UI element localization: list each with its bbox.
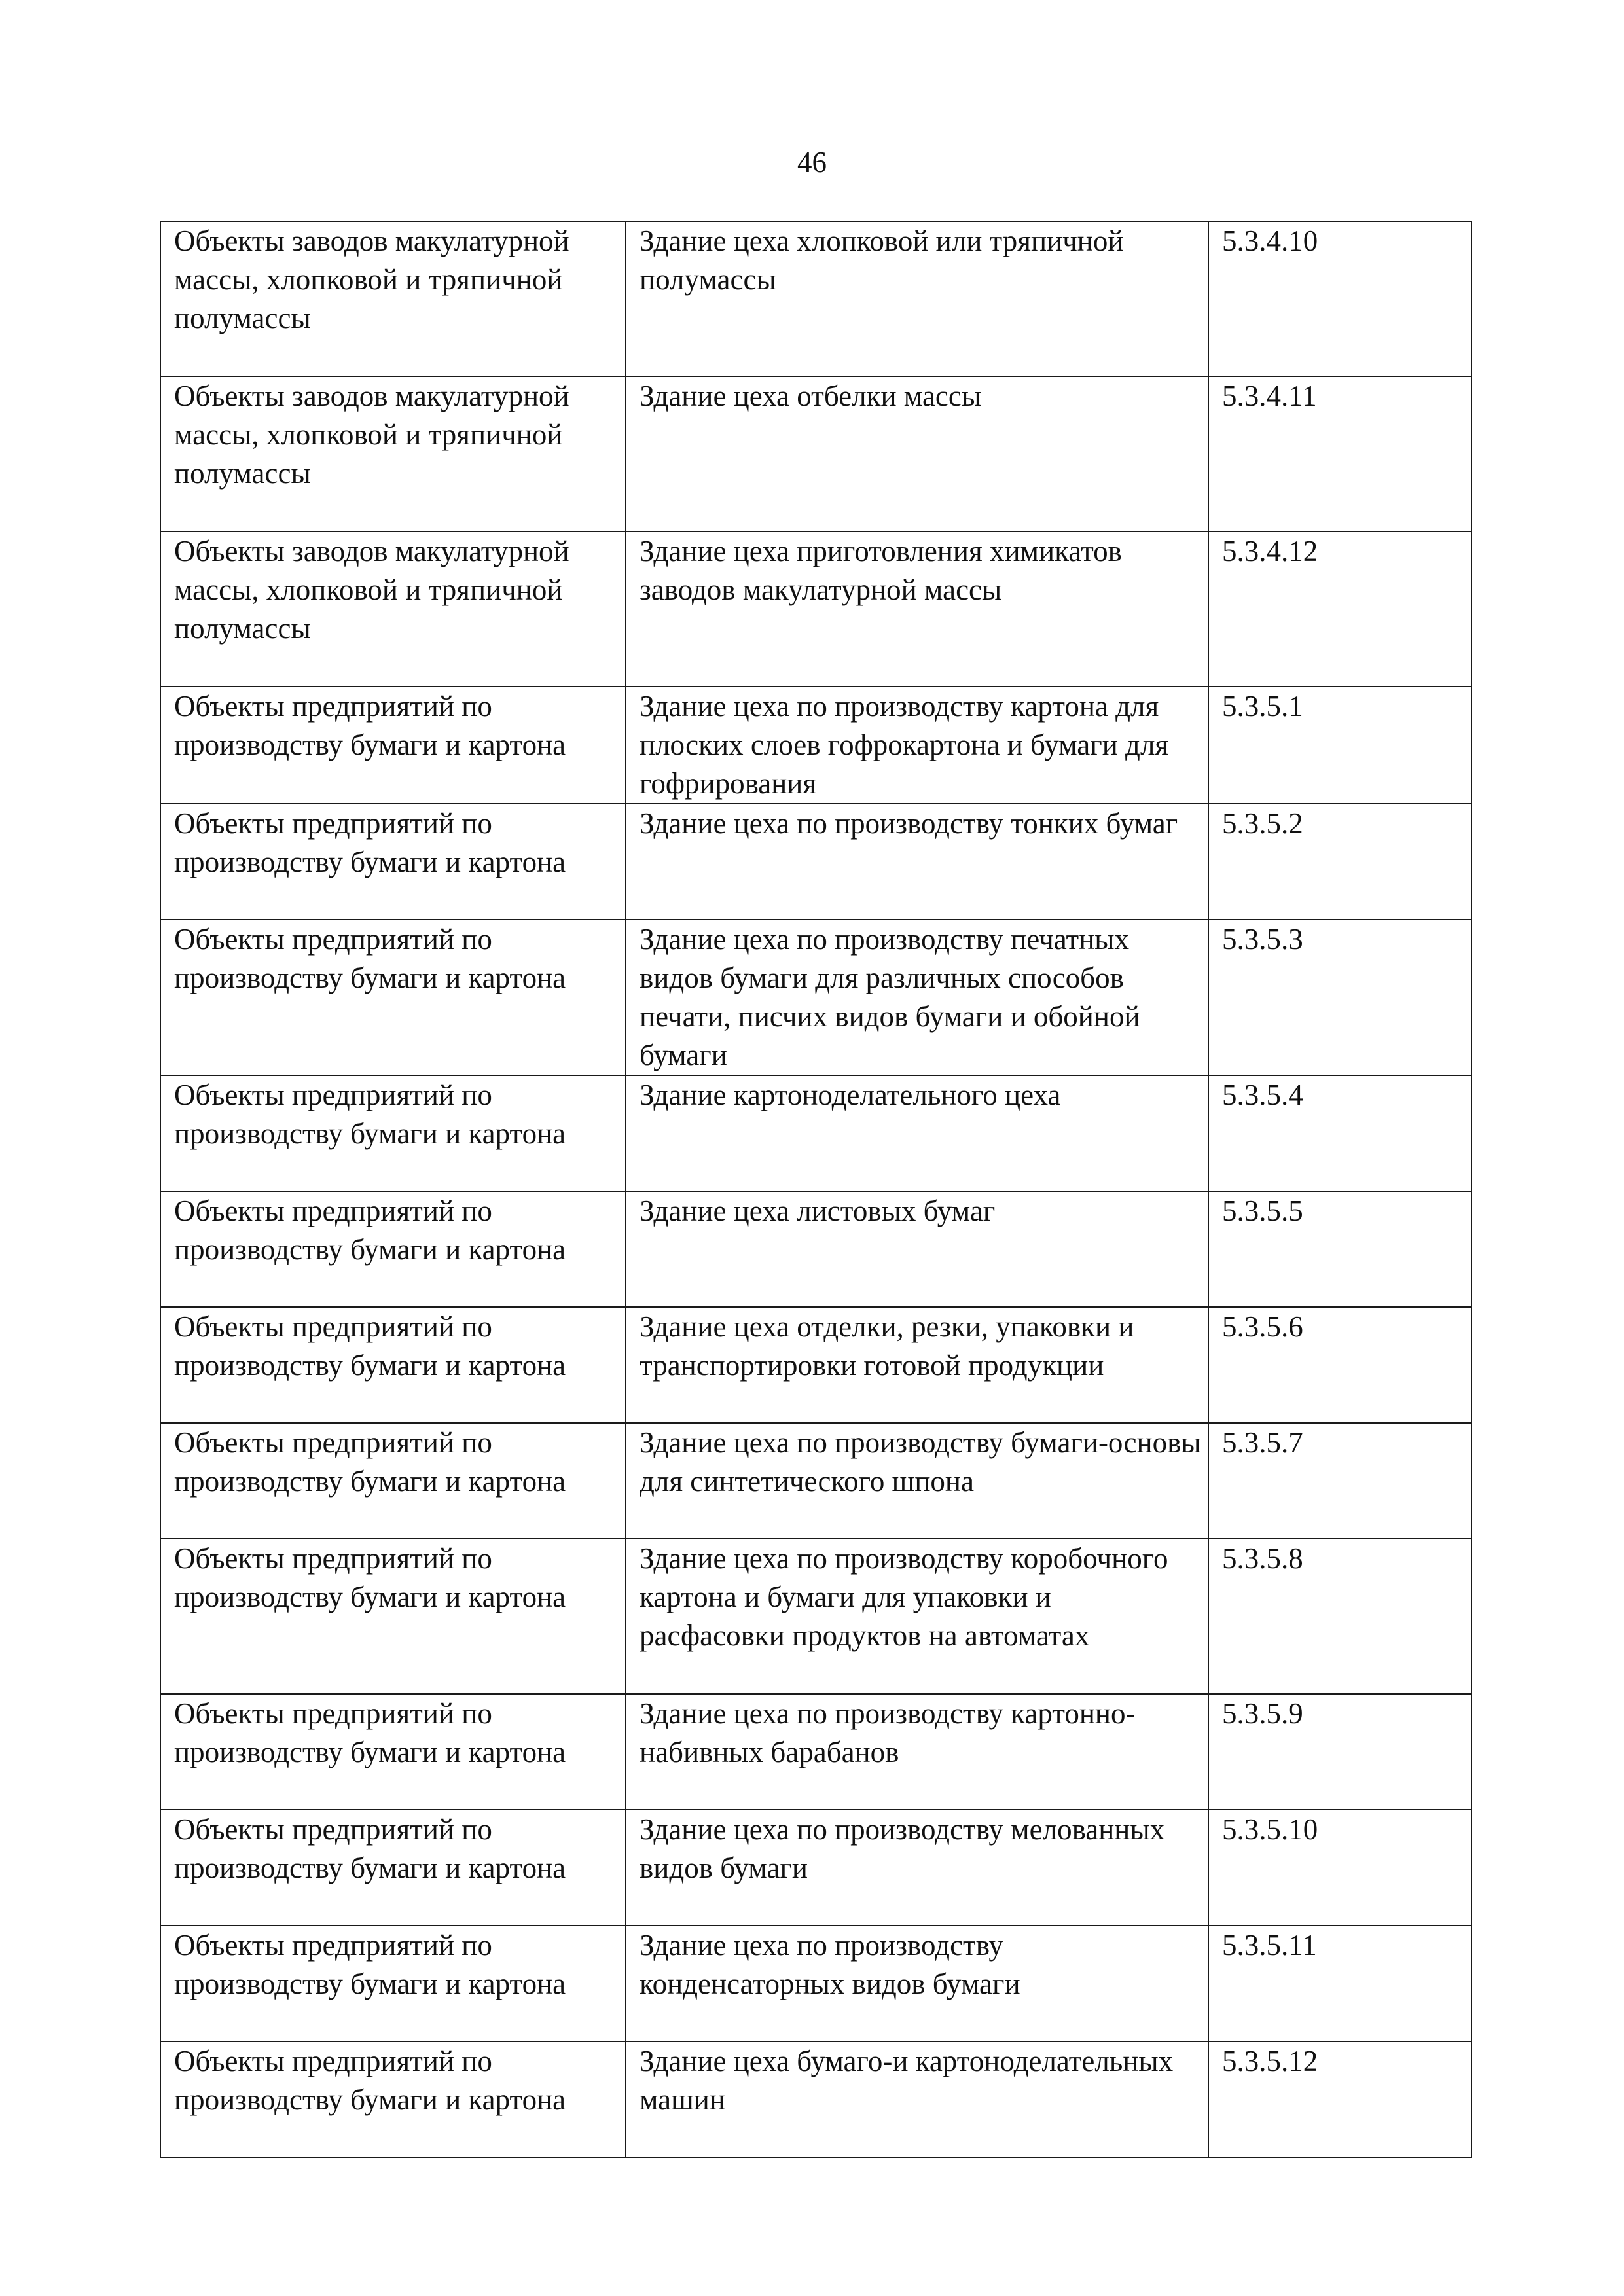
building-cell: Здание цеха по производству печатных видов бумаги для различных способов печати, писчих видов бумаги и обойной бумаги [626, 920, 1208, 1075]
object-cell: Объекты предприятий по производству бумаги и картона [160, 920, 626, 1075]
building-cell: Здание цеха по производству картонно-набивных барабанов [626, 1694, 1208, 1810]
code-cell: 5.3.5.6 [1208, 1307, 1471, 1423]
table-row [160, 920, 1471, 1075]
code-cell: 5.3.5.3 [1208, 920, 1471, 1075]
object-cell: Объекты предприятий по производству бумаги и картона [160, 687, 626, 804]
code-cell: 5.3.5.4 [1208, 1075, 1471, 1191]
table-row [160, 1926, 1471, 2041]
building-cell: Здание цеха листовых бумаг [626, 1191, 1208, 1307]
code-cell: 5.3.5.11 [1208, 1926, 1471, 2041]
object-cell: Объекты предприятий по производству бумаги и картона [160, 2041, 626, 2157]
page-number: 46 [797, 146, 827, 179]
object-cell: Объекты предприятий по производству бумаги и картона [160, 804, 626, 920]
table-row [160, 804, 1471, 920]
building-cell: Здание цеха отбелки массы [626, 376, 1208, 531]
object-cell: Объекты предприятий по производству бумаги и картона [160, 1423, 626, 1539]
building-cell: Здание цеха по производству конденсаторных видов бумаги [626, 1926, 1208, 2041]
object-cell: Объекты предприятий по производству бумаги и картона [160, 1191, 626, 1307]
code-cell: 5.3.5.7 [1208, 1423, 1471, 1539]
object-cell: Объекты предприятий по производству бумаги и картона [160, 1075, 626, 1191]
table-row [160, 221, 1471, 376]
code-cell: 5.3.4.10 [1208, 221, 1471, 376]
building-cell: Здание цеха по производству картона для плоских слоев гофрокартона и бумаги для гофрирования [626, 687, 1208, 804]
object-cell: Объекты предприятий по производству бумаги и картона [160, 1926, 626, 2041]
code-cell: 5.3.5.9 [1208, 1694, 1471, 1810]
code-cell: 5.3.5.10 [1208, 1810, 1471, 1926]
code-cell: 5.3.5.8 [1208, 1539, 1471, 1694]
building-cell: Здание цеха по производству мелованных видов бумаги [626, 1810, 1208, 1926]
object-cell: Объекты заводов макулатурной массы, хлопковой и тряпичной полумассы [160, 221, 626, 376]
table-row [160, 1191, 1471, 1307]
table-row [160, 531, 1471, 687]
object-cell: Объекты предприятий по производству бумаги и картона [160, 1307, 626, 1423]
object-cell: Объекты предприятий по производству бумаги и картона [160, 1694, 626, 1810]
table-row [160, 376, 1471, 531]
code-cell: 5.3.5.1 [1208, 687, 1471, 804]
building-cell: Здание цеха по производству бумаги-основы для синтетического шпона [626, 1423, 1208, 1539]
table-row [160, 1423, 1471, 1539]
building-cell: Здание цеха приготовления химикатов заводов макулатурной массы [626, 531, 1208, 687]
table-row [160, 687, 1471, 804]
code-cell: 5.3.5.2 [1208, 804, 1471, 920]
table-row [160, 1075, 1471, 1191]
object-cell: Объекты предприятий по производству бумаги и картона [160, 1539, 626, 1694]
table-row [160, 1539, 1471, 1694]
table-row [160, 1810, 1471, 1926]
building-cell: Здание картоноделательного цеха [626, 1075, 1208, 1191]
object-cell: Объекты заводов макулатурной массы, хлопковой и тряпичной полумассы [160, 531, 626, 687]
table-row [160, 2041, 1471, 2157]
table-row [160, 1307, 1471, 1423]
building-cell: Здание цеха по производству коробочного картона и бумаги для упаковки и расфасовки продуктов на автоматах [626, 1539, 1208, 1694]
object-cell: Объекты заводов макулатурной массы, хлопковой и тряпичной полумассы [160, 376, 626, 531]
building-cell: Здание цеха бумаго-и картоноделательных машин [626, 2041, 1208, 2157]
building-cell: Здание цеха по производству тонких бумаг [626, 804, 1208, 920]
code-cell: 5.3.5.12 [1208, 2041, 1471, 2157]
object-cell: Объекты предприятий по производству бумаги и картона [160, 1810, 626, 1926]
building-cell: Здание цеха отделки, резки, упаковки и транспортировки готовой продукции [626, 1307, 1208, 1423]
building-cell: Здание цеха хлопковой или тряпичной полумассы [626, 221, 1208, 376]
code-cell: 5.3.4.11 [1208, 376, 1471, 531]
code-cell: 5.3.5.5 [1208, 1191, 1471, 1307]
buildings-table [160, 221, 1472, 2158]
code-cell: 5.3.4.12 [1208, 531, 1471, 687]
table-row [160, 1694, 1471, 1810]
